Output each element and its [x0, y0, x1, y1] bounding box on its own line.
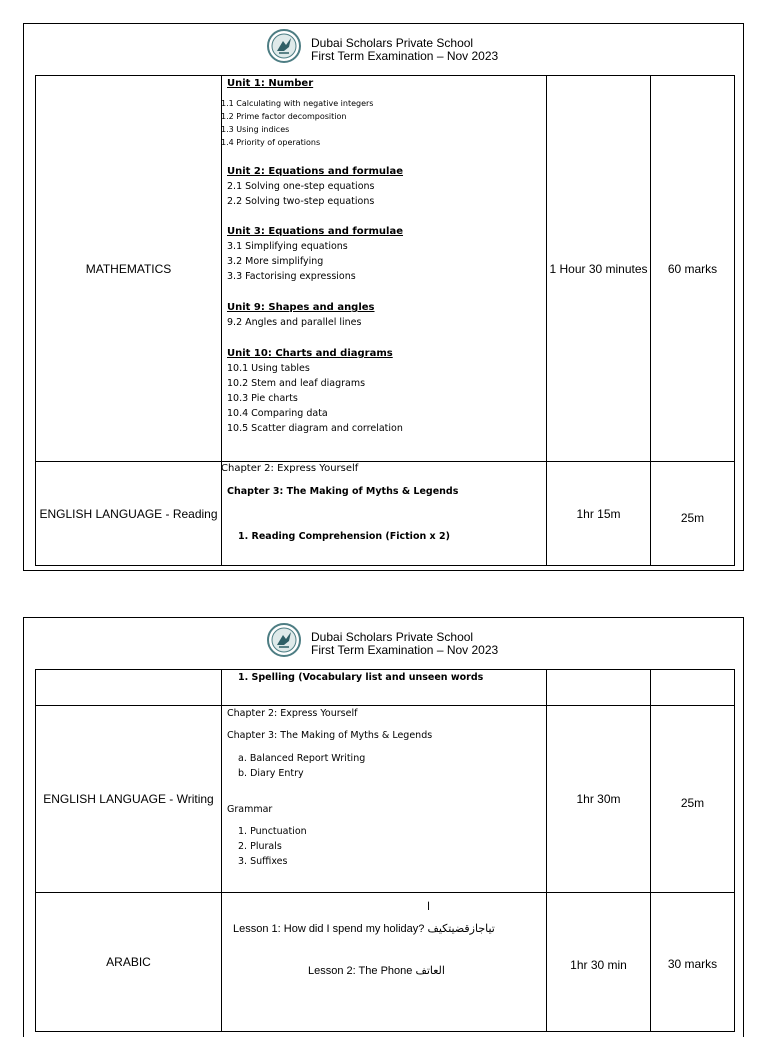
duration-cell-arabic [546, 892, 651, 1032]
marks-label: 25m [680, 796, 705, 810]
topic-item: a. Balanced Report Writing [238, 753, 366, 764]
subject-label: ARABIC [106, 955, 151, 969]
topics-cell-mathematics [221, 75, 547, 462]
exam-title: First Term Examination – Nov 2023 [311, 49, 499, 63]
topics-cell-spelling [221, 669, 547, 706]
topic-item: 2.1 Solving one-step equations [227, 181, 375, 192]
topics-cell-reading [221, 461, 547, 566]
chapter-heading: Chapter 3: The Making of Myths & Legends [227, 730, 433, 741]
subject-cell-reading [35, 461, 222, 566]
topic-item: 10.1 Using tables [227, 363, 310, 374]
topic-item: 10.5 Scatter diagram and correlation [227, 423, 403, 434]
topic-item: b. Diary Entry [238, 768, 304, 779]
school-logo-icon [267, 29, 301, 63]
duration-label: 1hr 15m [576, 506, 621, 521]
unit-heading: Unit 3: Equations and formulae [227, 226, 404, 237]
exam-page-2 [23, 617, 744, 1037]
topic-item: 2.2 Solving two-step equations [227, 196, 375, 207]
school-name: Dubai Scholars Private School [311, 630, 474, 644]
page-header [24, 24, 743, 75]
duration-cell-mathematics [546, 75, 651, 462]
marks-label: 25m [680, 510, 705, 525]
school-title [311, 37, 498, 63]
topics-cell-writing [221, 705, 547, 893]
grammar-heading: Grammar [227, 804, 273, 815]
exam-page-1 [23, 23, 744, 571]
topic-item: 1. Punctuation [238, 826, 307, 837]
school-name: Dubai Scholars Private School [311, 36, 474, 50]
arabic-mark: ا [427, 901, 431, 913]
school-logo-icon [267, 623, 301, 657]
lesson-item: Lesson 1: How did I spend my holiday? تياجازقضيتكيف [233, 923, 495, 935]
unit-heading: Unit 10: Charts and diagrams [227, 348, 393, 359]
topic-item: 3. Suffixes [238, 856, 288, 867]
duration-label: 1hr 30m [576, 792, 621, 806]
chapter-heading: Chapter 3: The Making of Myths & Legends [227, 486, 459, 497]
marks-cell-empty [650, 669, 735, 706]
topic-item: 3.1 Simplifying equations [227, 241, 348, 252]
duration-cell-reading [546, 461, 651, 566]
topics-cell-arabic [221, 892, 547, 1032]
duration-cell-empty [546, 669, 651, 706]
duration-label: 1hr 30 min [570, 958, 627, 972]
lesson-item: Lesson 2: The Phone العاتف [308, 965, 445, 977]
subject-cell-empty [35, 669, 222, 706]
marks-cell-mathematics [650, 75, 735, 462]
unit-heading: Unit 9: Shapes and angles [227, 302, 375, 313]
topic-item: 10.3 Pie charts [227, 393, 298, 404]
topic-item: 10.2 Stem and leaf diagrams [227, 378, 366, 389]
topic-item: 3.3 Factorising expressions [227, 271, 356, 282]
topic-item: 1.2 Prime factor decomposition [221, 112, 347, 121]
marks-label: 30 marks [667, 957, 718, 971]
topic-item: 1. Reading Comprehension (Fiction x 2) [238, 531, 450, 542]
chapter-heading: Chapter 2: Express Yourself [227, 708, 358, 719]
duration-label: 1 Hour 30 minutes [549, 261, 648, 276]
marks-label: 60 marks [667, 261, 718, 276]
topic-item: 1.1 Calculating with negative integers [221, 99, 374, 108]
unit-heading: Unit 1: Number [227, 78, 314, 89]
subject-label: ENGLISH LANGUAGE - Writing [43, 792, 214, 806]
exam-title: First Term Examination – Nov 2023 [311, 643, 499, 657]
topic-item: 9.2 Angles and parallel lines [227, 317, 362, 328]
marks-cell-arabic [650, 892, 735, 1032]
chapter-heading: Chapter 2: Express Yourself [221, 463, 359, 474]
marks-cell-reading [650, 461, 735, 566]
subject-label: ENGLISH LANGUAGE - Reading [39, 506, 218, 521]
subject-label: MATHEMATICS [85, 261, 172, 276]
unit-heading: Unit 2: Equations and formulae [227, 166, 404, 177]
topic-item: 1.3 Using indices [221, 125, 290, 134]
topic-item: 3.2 More simplifying [227, 256, 324, 267]
topic-item: 1.4 Priority of operations [221, 138, 321, 147]
subject-cell-arabic [35, 892, 222, 1032]
subject-cell-writing [35, 705, 222, 893]
topic-item: 1. Spelling (Vocabulary list and unseen words [238, 672, 484, 683]
topic-item: 2. Plurals [238, 841, 282, 852]
topic-item: 10.4 Comparing data [227, 408, 328, 419]
marks-cell-writing [650, 705, 735, 893]
duration-cell-writing [546, 705, 651, 893]
subject-cell-mathematics [35, 75, 222, 462]
page-header [24, 618, 743, 669]
school-title [311, 631, 498, 657]
